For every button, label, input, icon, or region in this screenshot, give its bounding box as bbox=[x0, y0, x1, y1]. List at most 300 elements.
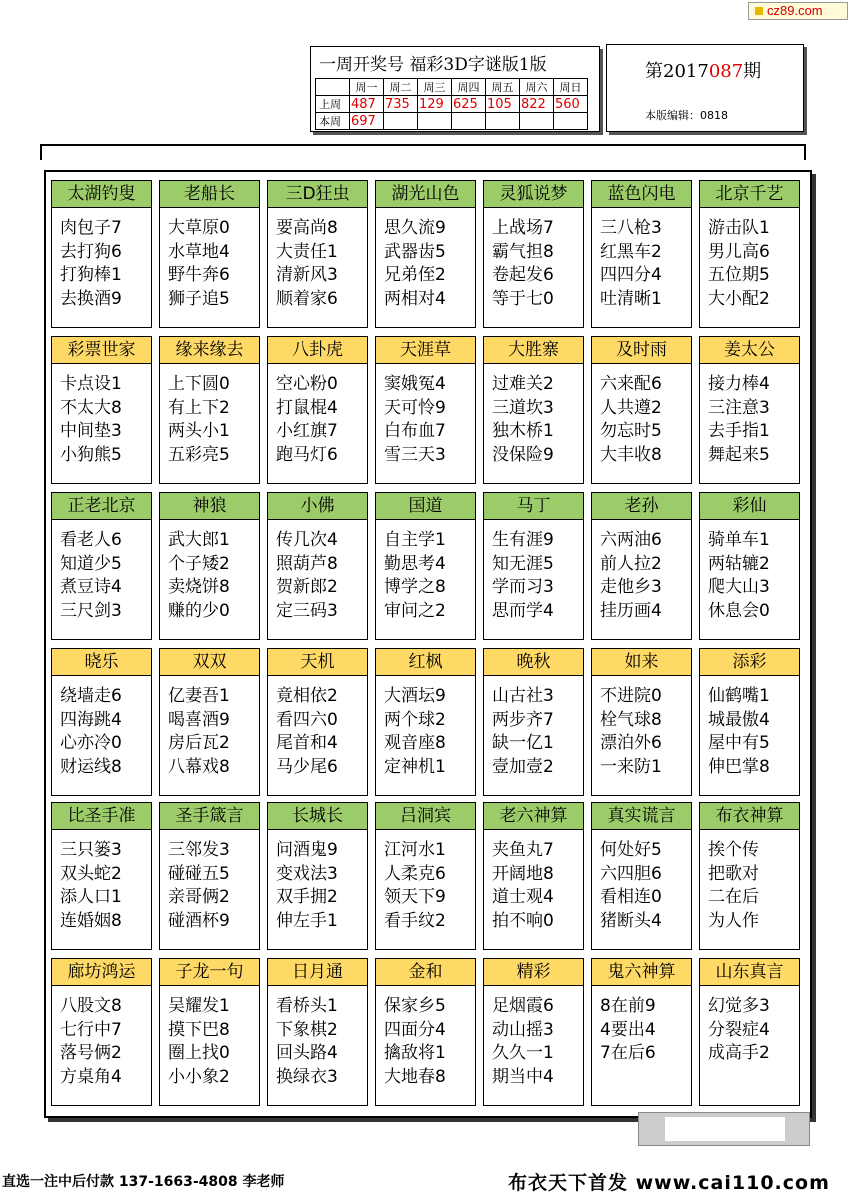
riddle-box-items bbox=[268, 364, 367, 467]
riddle-box bbox=[267, 958, 368, 1106]
riddle-line: 打狗棒1 bbox=[60, 265, 122, 285]
riddle-line: 八幕戏8 bbox=[168, 756, 230, 777]
riddle-line: 去打狗6 bbox=[60, 241, 122, 262]
riddle-line: 动山摇3 bbox=[492, 1019, 554, 1040]
last-week-result: 560 bbox=[554, 96, 588, 113]
riddle-box bbox=[483, 958, 584, 1106]
riddle-box-title: 彩仙 bbox=[700, 493, 799, 520]
site-badge-text: cz89.com bbox=[767, 3, 823, 18]
riddle-box-items bbox=[484, 830, 583, 933]
riddle-line: 四海跳4 bbox=[60, 709, 122, 730]
riddle-box-items bbox=[160, 364, 259, 467]
riddle-box-title: 圣手箴言 bbox=[160, 803, 259, 830]
riddle-line: 方桌角4 bbox=[60, 1066, 122, 1087]
riddle-box bbox=[159, 336, 260, 484]
riddle-line: 舞起来5 bbox=[708, 444, 770, 465]
riddle-box bbox=[591, 180, 692, 328]
riddle-box-title: 北京千艺 bbox=[700, 181, 799, 208]
riddle-box-items bbox=[484, 986, 583, 1089]
riddle-box-items bbox=[484, 676, 583, 779]
riddle-line: 大地春8 bbox=[384, 1066, 446, 1087]
riddle-line: 猪断头4 bbox=[600, 910, 662, 931]
riddle-line: 两个球2 bbox=[384, 709, 446, 730]
riddle-line: 男儿高6 bbox=[708, 241, 770, 262]
riddle-line: 7在后6 bbox=[600, 1043, 656, 1063]
riddle-line: 独木桥1 bbox=[492, 421, 554, 441]
riddle-line: 连婚姻8 bbox=[60, 910, 122, 931]
riddle-line: 传几次4 bbox=[276, 530, 338, 550]
riddle-line: 屋中有5 bbox=[708, 733, 770, 753]
riddle-line: 8在前9 bbox=[600, 996, 656, 1016]
riddle-line: 打鼠棍4 bbox=[276, 397, 338, 418]
riddle-line: 何处好5 bbox=[600, 840, 662, 860]
gray-box-inner bbox=[665, 1117, 785, 1141]
riddle-line: 六两油6 bbox=[600, 530, 662, 550]
riddle-line: 人柔克6 bbox=[384, 863, 446, 884]
riddle-line: 武大郎1 bbox=[168, 530, 230, 550]
riddle-box-title: 晚秋 bbox=[484, 649, 583, 676]
riddle-box-title: 老孙 bbox=[592, 493, 691, 520]
riddle-line: 六来配6 bbox=[600, 374, 662, 394]
riddle-box-title: 正老北京 bbox=[52, 493, 151, 520]
riddle-box-title: 湖光山色 bbox=[376, 181, 475, 208]
riddle-box-title: 吕洞宾 bbox=[376, 803, 475, 830]
riddle-line: 肉包子7 bbox=[60, 218, 122, 238]
riddle-line: 五位期5 bbox=[708, 265, 770, 285]
riddle-line: 落号俩2 bbox=[60, 1043, 122, 1063]
riddle-line: 审问之2 bbox=[384, 600, 446, 621]
riddle-box-title: 布衣神算 bbox=[700, 803, 799, 830]
riddle-line: 清新风3 bbox=[276, 265, 338, 285]
riddle-line: 变戏法3 bbox=[276, 863, 338, 884]
riddle-box-items bbox=[160, 676, 259, 779]
separator-left-tick bbox=[40, 144, 42, 160]
riddle-box-title: 老船长 bbox=[160, 181, 259, 208]
riddle-box-items bbox=[592, 830, 691, 933]
riddle-line: 江河水1 bbox=[384, 840, 446, 860]
riddle-box bbox=[699, 336, 800, 484]
this-week-result bbox=[520, 113, 554, 130]
riddle-box-items bbox=[592, 986, 691, 1066]
riddle-box bbox=[159, 958, 260, 1106]
riddle-line: 天可怜9 bbox=[384, 397, 446, 418]
riddle-line: 四四分4 bbox=[600, 265, 662, 285]
riddle-box bbox=[375, 802, 476, 950]
riddle-line: 勤思考4 bbox=[384, 553, 446, 574]
this-week-result bbox=[418, 113, 452, 130]
issue-box bbox=[606, 44, 804, 132]
riddle-line: 大丰收8 bbox=[600, 444, 662, 465]
riddle-line: 喝喜酒9 bbox=[168, 709, 230, 730]
riddle-line: 看四六0 bbox=[276, 709, 338, 730]
last-week-result: 822 bbox=[520, 96, 554, 113]
gray-placeholder-box bbox=[638, 1112, 810, 1146]
riddle-line: 思久流9 bbox=[384, 218, 446, 238]
riddle-line: 拍不响0 bbox=[492, 910, 554, 931]
riddle-box-items bbox=[52, 364, 151, 467]
riddle-line: 野牛奔6 bbox=[168, 265, 230, 285]
riddle-line: 两头小1 bbox=[168, 421, 230, 441]
riddle-line: 吴耀发1 bbox=[168, 996, 230, 1016]
riddle-line: 贺新郎2 bbox=[276, 577, 338, 597]
riddle-line: 三邻发3 bbox=[168, 840, 230, 860]
riddle-box bbox=[375, 492, 476, 640]
riddle-box-title: 精彩 bbox=[484, 959, 583, 986]
riddle-line: 爬大山3 bbox=[708, 577, 770, 597]
riddle-box bbox=[699, 180, 800, 328]
issue-suffix: 期 bbox=[743, 61, 762, 82]
riddle-line: 六四胆6 bbox=[600, 863, 662, 884]
riddle-line: 前人拉2 bbox=[600, 553, 662, 574]
riddle-box-items bbox=[160, 830, 259, 933]
riddle-line: 卖烧饼8 bbox=[168, 577, 230, 597]
last-week-result: 129 bbox=[418, 96, 452, 113]
riddle-line: 大责任1 bbox=[276, 241, 338, 262]
riddle-box bbox=[159, 648, 260, 796]
riddle-box-title: 天机 bbox=[268, 649, 367, 676]
riddle-line: 下象棋2 bbox=[276, 1019, 338, 1040]
riddle-box bbox=[267, 648, 368, 796]
riddle-line: 挂历画4 bbox=[600, 600, 662, 621]
riddle-box-items bbox=[160, 986, 259, 1089]
riddle-line: 大草原0 bbox=[168, 218, 230, 238]
riddle-line: 八股文8 bbox=[60, 996, 122, 1016]
riddle-box bbox=[267, 180, 368, 328]
this-week-result bbox=[486, 113, 520, 130]
riddle-line: 三注意3 bbox=[708, 397, 770, 418]
day-header: 周日 bbox=[554, 79, 588, 96]
riddle-line: 久久一1 bbox=[492, 1043, 554, 1063]
issue-number-red: 087 bbox=[708, 61, 744, 82]
riddle-line: 道士观4 bbox=[492, 887, 554, 907]
riddle-line: 不进院0 bbox=[600, 686, 662, 706]
riddle-line: 定神机1 bbox=[384, 756, 446, 777]
last-week-result: 625 bbox=[452, 96, 486, 113]
corner-cell bbox=[316, 79, 350, 96]
riddle-box bbox=[159, 802, 260, 950]
riddle-line: 问酒鬼9 bbox=[276, 840, 338, 860]
riddle-line: 五彩亮5 bbox=[168, 444, 230, 465]
day-header: 周六 bbox=[520, 79, 554, 96]
riddle-box-items bbox=[592, 364, 691, 467]
riddle-box-title: 双双 bbox=[160, 649, 259, 676]
riddle-box bbox=[51, 180, 152, 328]
riddle-line: 开阔地8 bbox=[492, 863, 554, 884]
riddle-line: 跑马灯6 bbox=[276, 444, 338, 465]
riddle-box bbox=[483, 492, 584, 640]
riddle-line: 三八枪3 bbox=[600, 218, 662, 238]
riddle-line: 4要出4 bbox=[600, 1019, 656, 1040]
this-week-result bbox=[384, 113, 418, 130]
riddle-box-items bbox=[160, 520, 259, 623]
riddle-box-title: 姜太公 bbox=[700, 337, 799, 364]
riddle-box-items bbox=[376, 520, 475, 623]
this-week-label: 本周 bbox=[316, 113, 350, 130]
this-week-result: 697 bbox=[350, 113, 384, 130]
riddle-box-title: 大胜寨 bbox=[484, 337, 583, 364]
riddle-line: 添人口1 bbox=[60, 887, 122, 907]
riddle-line: 绕墙走6 bbox=[60, 686, 122, 706]
editor-label: 本版编辑：0818 bbox=[645, 109, 728, 122]
riddle-box-title: 国道 bbox=[376, 493, 475, 520]
riddle-box-items bbox=[268, 208, 367, 311]
riddle-box bbox=[159, 180, 260, 328]
riddle-line: 夹鱼丸7 bbox=[492, 840, 554, 860]
riddle-box bbox=[483, 648, 584, 796]
riddle-line: 休息会0 bbox=[708, 600, 770, 621]
riddle-line: 兄弟侄2 bbox=[384, 265, 446, 285]
riddle-line: 双头蛇2 bbox=[60, 863, 122, 884]
riddle-line: 亿妻吾1 bbox=[168, 686, 230, 706]
riddle-line: 壹加壹2 bbox=[492, 756, 554, 777]
riddle-box-items bbox=[268, 830, 367, 933]
riddle-line: 二在后 bbox=[708, 887, 759, 907]
riddle-line: 上下圆0 bbox=[168, 374, 230, 394]
riddle-line: 过难关2 bbox=[492, 374, 554, 394]
header-title: 一周开奖号 福彩3D字谜版1版 bbox=[319, 55, 547, 75]
riddle-line: 擒敌将1 bbox=[384, 1043, 446, 1063]
riddle-line: 保家乡5 bbox=[384, 996, 446, 1016]
riddle-line: 四面分4 bbox=[384, 1019, 446, 1040]
riddle-line: 思而学4 bbox=[492, 600, 554, 621]
riddle-line: 为人作 bbox=[708, 910, 759, 931]
riddle-line: 圈上找0 bbox=[168, 1043, 230, 1063]
riddle-line: 走他乡3 bbox=[600, 577, 662, 597]
riddle-line: 成高手2 bbox=[708, 1043, 770, 1063]
riddle-grid bbox=[44, 170, 812, 1118]
riddle-line: 一来防1 bbox=[600, 756, 662, 777]
footer-contact: 直选一注中后付款 137-1663-4808 李老师 bbox=[2, 1174, 285, 1190]
separator-line bbox=[40, 144, 806, 146]
riddle-line: 两相对4 bbox=[384, 288, 446, 309]
riddle-line: 武器齿5 bbox=[384, 241, 446, 262]
riddle-box-items bbox=[700, 208, 799, 311]
riddle-box bbox=[699, 492, 800, 640]
riddle-line: 照葫芦8 bbox=[276, 553, 338, 574]
riddle-box-title: 如来 bbox=[592, 649, 691, 676]
riddle-box-title: 红枫 bbox=[376, 649, 475, 676]
riddle-line: 定三码3 bbox=[276, 600, 338, 621]
riddle-box-title: 八卦虎 bbox=[268, 337, 367, 364]
riddle-line: 白布血7 bbox=[384, 421, 446, 441]
riddle-box-items bbox=[700, 520, 799, 623]
riddle-line: 要高尚8 bbox=[276, 218, 338, 238]
riddle-line: 窦娥冤4 bbox=[384, 374, 446, 394]
riddle-line: 不太大8 bbox=[60, 397, 122, 418]
last-week-result: 735 bbox=[384, 96, 418, 113]
last-week-result: 487 bbox=[350, 96, 384, 113]
riddle-box-title: 蓝色闪电 bbox=[592, 181, 691, 208]
riddle-box-items bbox=[700, 676, 799, 779]
riddle-box bbox=[51, 492, 152, 640]
riddle-box-title: 添彩 bbox=[700, 649, 799, 676]
riddle-box bbox=[51, 648, 152, 796]
riddle-box-items bbox=[52, 208, 151, 311]
riddle-box-items bbox=[592, 676, 691, 779]
riddle-box-title: 日月通 bbox=[268, 959, 367, 986]
riddle-box-title: 晓乐 bbox=[52, 649, 151, 676]
riddle-box bbox=[267, 802, 368, 950]
riddle-line: 个子矮2 bbox=[168, 553, 230, 574]
riddle-line: 七行中7 bbox=[60, 1019, 122, 1040]
riddle-box bbox=[591, 648, 692, 796]
riddle-box bbox=[699, 802, 800, 950]
riddle-line: 观音座8 bbox=[384, 733, 446, 753]
riddle-box bbox=[699, 648, 800, 796]
day-header: 周五 bbox=[486, 79, 520, 96]
riddle-line: 回头路4 bbox=[276, 1043, 338, 1063]
riddle-line: 去换酒9 bbox=[60, 288, 122, 309]
riddle-box bbox=[591, 336, 692, 484]
riddle-box-title: 老六神算 bbox=[484, 803, 583, 830]
day-header: 周一 bbox=[350, 79, 384, 96]
riddle-box bbox=[267, 492, 368, 640]
riddle-line: 碰碰五5 bbox=[168, 863, 230, 884]
riddle-box-items bbox=[376, 830, 475, 933]
riddle-box-items bbox=[484, 208, 583, 311]
riddle-line: 生有涯9 bbox=[492, 530, 554, 550]
riddle-line: 自主学1 bbox=[384, 530, 446, 550]
riddle-box-title: 鬼六神算 bbox=[592, 959, 691, 986]
riddle-line: 中间垫3 bbox=[60, 421, 122, 441]
riddle-line: 三只篓3 bbox=[60, 840, 122, 860]
riddle-line: 等于七0 bbox=[492, 288, 554, 309]
riddle-box-title: 太湖钓叟 bbox=[52, 181, 151, 208]
day-header: 周四 bbox=[452, 79, 486, 96]
riddle-box bbox=[51, 958, 152, 1106]
riddle-line: 赚的少0 bbox=[168, 600, 230, 621]
riddle-box bbox=[159, 492, 260, 640]
riddle-box-items bbox=[592, 208, 691, 311]
riddle-box-items bbox=[376, 676, 475, 779]
riddle-line: 看相连0 bbox=[600, 887, 662, 907]
riddle-box-items bbox=[484, 364, 583, 467]
lottery-header-box bbox=[310, 46, 600, 132]
riddle-box-items bbox=[700, 830, 799, 933]
riddle-box-items bbox=[52, 520, 151, 623]
riddle-line: 幻觉多3 bbox=[708, 996, 770, 1016]
riddle-line: 去手指1 bbox=[708, 421, 770, 441]
riddle-box bbox=[483, 180, 584, 328]
riddle-line: 领天下9 bbox=[384, 887, 446, 907]
riddle-line: 小小象2 bbox=[168, 1066, 230, 1087]
riddle-box-title: 神狼 bbox=[160, 493, 259, 520]
riddle-box-title: 子龙一句 bbox=[160, 959, 259, 986]
riddle-line: 卡点设1 bbox=[60, 374, 122, 394]
this-week-result bbox=[452, 113, 486, 130]
riddle-line: 看老人6 bbox=[60, 530, 122, 550]
riddle-line: 双手拥2 bbox=[276, 887, 338, 907]
riddle-box bbox=[375, 180, 476, 328]
badge-square-icon bbox=[755, 7, 763, 15]
riddle-line: 顺着家6 bbox=[276, 288, 338, 309]
riddle-line: 缺一亿1 bbox=[492, 733, 554, 753]
riddle-line: 小狗熊5 bbox=[60, 444, 122, 465]
riddle-line: 接力棒4 bbox=[708, 374, 770, 394]
riddle-line: 狮子追5 bbox=[168, 288, 230, 309]
issue-prefix: 第2017 bbox=[645, 61, 709, 82]
riddle-box bbox=[699, 958, 800, 1106]
riddle-line: 煮豆诗4 bbox=[60, 577, 122, 597]
riddle-box-items bbox=[700, 364, 799, 467]
riddle-line: 骑单车1 bbox=[708, 530, 770, 550]
riddle-line: 没保险9 bbox=[492, 444, 554, 465]
riddle-box-title: 及时雨 bbox=[592, 337, 691, 364]
riddle-box-items bbox=[592, 520, 691, 623]
separator-right-tick bbox=[804, 144, 806, 160]
riddle-box-items bbox=[268, 520, 367, 623]
riddle-line: 栓气球8 bbox=[600, 709, 662, 730]
riddle-line: 把歌对 bbox=[708, 863, 759, 884]
riddle-box bbox=[51, 336, 152, 484]
riddle-box-items bbox=[160, 208, 259, 311]
riddle-line: 上战场7 bbox=[492, 218, 554, 238]
riddle-box bbox=[483, 336, 584, 484]
riddle-box bbox=[51, 802, 152, 950]
riddle-box bbox=[591, 958, 692, 1106]
riddle-line: 雪三天3 bbox=[384, 444, 446, 465]
riddle-box bbox=[591, 492, 692, 640]
riddle-line: 大酒坛9 bbox=[384, 686, 446, 706]
riddle-box bbox=[375, 958, 476, 1106]
riddle-box bbox=[267, 336, 368, 484]
riddle-line: 游击队1 bbox=[708, 218, 770, 238]
riddle-box-title: 金和 bbox=[376, 959, 475, 986]
riddle-line: 挨个传 bbox=[708, 840, 759, 860]
riddle-box-items bbox=[52, 986, 151, 1089]
riddle-line: 摸下巴8 bbox=[168, 1019, 230, 1040]
riddle-box-title: 三D狂虫 bbox=[268, 181, 367, 208]
riddle-line: 霸气担8 bbox=[492, 241, 554, 262]
site-badge[interactable] bbox=[748, 2, 848, 20]
footer-site: 布衣天下首发 www.cai110.com bbox=[508, 1172, 830, 1194]
riddle-box-items bbox=[700, 986, 799, 1066]
riddle-line: 看手纹2 bbox=[384, 910, 446, 931]
riddle-line: 吐清晰1 bbox=[600, 288, 662, 309]
riddle-box-items bbox=[52, 830, 151, 933]
riddle-box-items bbox=[268, 986, 367, 1089]
riddle-line: 红黑车2 bbox=[600, 241, 662, 262]
riddle-box-title: 小佛 bbox=[268, 493, 367, 520]
riddle-line: 心亦冷0 bbox=[60, 733, 122, 753]
riddle-line: 亲哥俩2 bbox=[168, 887, 230, 907]
riddle-box-title: 长城长 bbox=[268, 803, 367, 830]
issue-number bbox=[645, 57, 761, 83]
riddle-line: 伸巴掌8 bbox=[708, 756, 770, 777]
riddle-box-items bbox=[376, 986, 475, 1089]
riddle-line: 人共遵2 bbox=[600, 397, 662, 418]
riddle-box-title: 灵狐说梦 bbox=[484, 181, 583, 208]
riddle-box-title: 真实谎言 bbox=[592, 803, 691, 830]
riddle-line: 学而习3 bbox=[492, 577, 554, 597]
riddle-line: 小红旗7 bbox=[276, 421, 338, 441]
riddle-box bbox=[375, 648, 476, 796]
riddle-line: 分裂症4 bbox=[708, 1019, 770, 1040]
riddle-box bbox=[375, 336, 476, 484]
riddle-line: 仙鹤嘴1 bbox=[708, 686, 770, 706]
riddle-box-title: 廊坊鸿运 bbox=[52, 959, 151, 986]
riddle-line: 看桥头1 bbox=[276, 996, 338, 1016]
riddle-line: 水草地4 bbox=[168, 241, 230, 262]
weekly-results-table bbox=[315, 78, 588, 130]
riddle-line: 三尺剑3 bbox=[60, 600, 122, 621]
last-week-label: 上周 bbox=[316, 96, 350, 113]
riddle-line: 尾首和4 bbox=[276, 733, 338, 753]
riddle-line: 房后瓦2 bbox=[168, 733, 230, 753]
riddle-box-items bbox=[52, 676, 151, 779]
riddle-box bbox=[483, 802, 584, 950]
riddle-box-title: 山东真言 bbox=[700, 959, 799, 986]
